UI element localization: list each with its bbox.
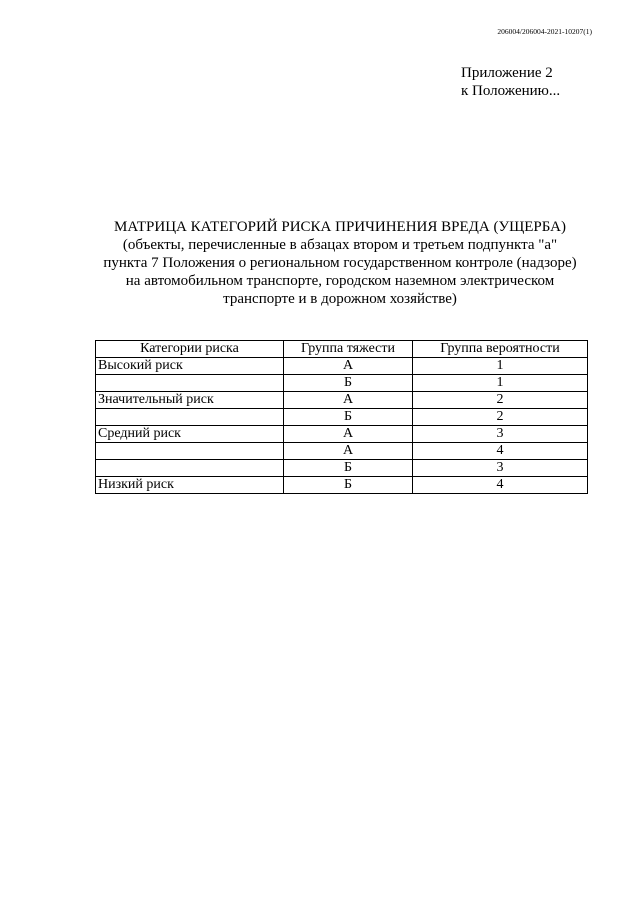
appendix-reference [461,64,560,100]
document-title [90,218,590,308]
risk-category-cell: Средний риск [96,426,284,443]
header-severity-group: Группа тяжести [284,341,413,358]
title-subline: (объекты, перечисленные в абзацах втором и третьем подпункта "а" [122,237,558,253]
table-row [96,426,588,443]
severity-cell: А [284,443,413,460]
probability-cell: 2 [413,409,588,426]
risk-category-cell [96,409,284,426]
table-row [96,409,588,426]
table-row [96,443,588,460]
probability-cell: 3 [413,460,588,477]
probability-cell: 1 [413,358,588,375]
severity-cell: А [284,426,413,443]
table-row [96,375,588,392]
table-row [96,358,588,375]
header-probability-group: Группа вероятности [413,341,588,358]
table-row [96,392,588,409]
risk-category-cell: Значительный риск [96,392,284,409]
risk-category-cell: Низкий риск [96,477,284,494]
probability-cell: 1 [413,375,588,392]
probability-cell: 3 [413,426,588,443]
risk-category-cell: Высокий риск [96,358,284,375]
appendix-target: к Положению... [461,83,561,99]
probability-cell: 2 [413,392,588,409]
risk-category-cell [96,375,284,392]
risk-category-cell [96,460,284,477]
severity-cell: Б [284,375,413,392]
title-subline: пункта 7 Положения о региональном государственном контроле (надзоре) [103,255,577,271]
probability-cell: 4 [413,477,588,494]
table-row [96,460,588,477]
title-subline: транспорте и в дорожном хозяйстве) [223,291,457,307]
risk-category-cell [96,443,284,460]
severity-cell: А [284,358,413,375]
severity-cell: Б [284,409,413,426]
table-row [96,477,588,494]
severity-cell: Б [284,460,413,477]
risk-matrix-table [95,340,588,494]
title-main: МАТРИЦА КАТЕГОРИЙ РИСКА ПРИЧИНЕНИЯ ВРЕДА (УЩЕРБА) [114,219,566,235]
title-subline: на автомобильном транспорте, городском наземном электрическом [125,273,555,289]
severity-cell: А [284,392,413,409]
appendix-number: Приложение 2 [461,65,553,81]
severity-cell: Б [284,477,413,494]
document-id: 206004/206004-2021-10207(1) [497,27,592,36]
probability-cell: 4 [413,443,588,460]
header-risk-category: Категории риска [96,341,284,358]
table-header-row [96,341,588,358]
